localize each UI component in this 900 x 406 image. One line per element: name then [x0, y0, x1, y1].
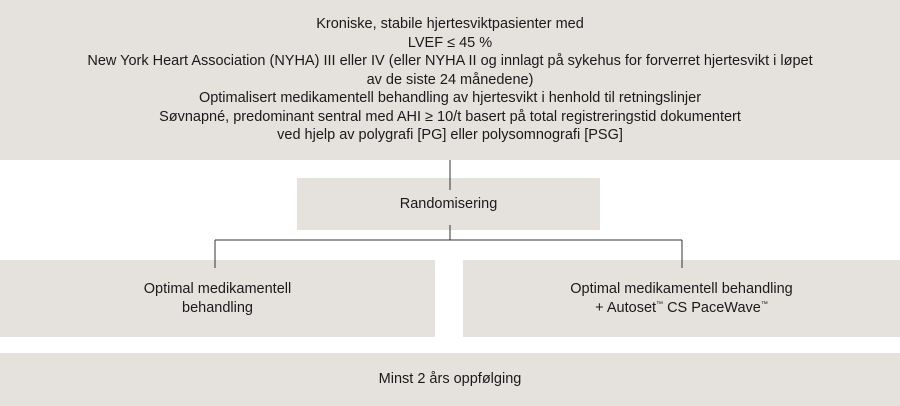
inclusion-line: LVEF ≤ 45 % [407, 34, 493, 51]
randomisation-label: Randomisering [399, 195, 498, 212]
inclusion-line: av de siste 24 månedene) [366, 71, 534, 88]
randomisation-box [297, 178, 600, 230]
treatment-arm-text [570, 280, 792, 317]
inclusion-line: New York Heart Association (NYHA) III eller IV (eller NYHA II og innlagt på sykehus for forverret hjertesvikt i løpet [87, 53, 813, 70]
inclusion-line: ved hjelp av polygrafi [PG] eller polysomnografi [PSG] [277, 127, 623, 144]
treatment-arm-device: CS PaceWave [663, 299, 761, 316]
inclusion-line: Optimalisert medikamentell behandling av hjertesvikt i henhold til retningslinjer [198, 90, 702, 107]
treatment-arm-line2 [595, 299, 768, 318]
control-arm-box [0, 260, 435, 337]
control-arm-line2: behandling [182, 299, 253, 316]
inclusion-line: Kroniske, stabile hjertesviktpasienter med [316, 16, 584, 33]
treatment-arm-box [463, 260, 900, 337]
inclusion-line: Søvnapné, predominant sentral med AHI ≥ 10/t basert på total registreringstid dokumentert [159, 108, 741, 125]
inclusion-criteria-box [0, 0, 900, 160]
treatment-arm-autoset: + Autoset [595, 299, 657, 316]
trademark-mark: ™ [656, 300, 664, 308]
followup-label: Minst 2 års oppfølging [378, 371, 522, 388]
control-arm-text [144, 280, 291, 317]
followup-box [0, 353, 900, 406]
trademark-mark: ™ [760, 300, 768, 308]
control-arm-line1: Optimal medikamentell [143, 281, 292, 297]
treatment-arm-line1: Optimal medikamentell behandling [570, 281, 793, 297]
